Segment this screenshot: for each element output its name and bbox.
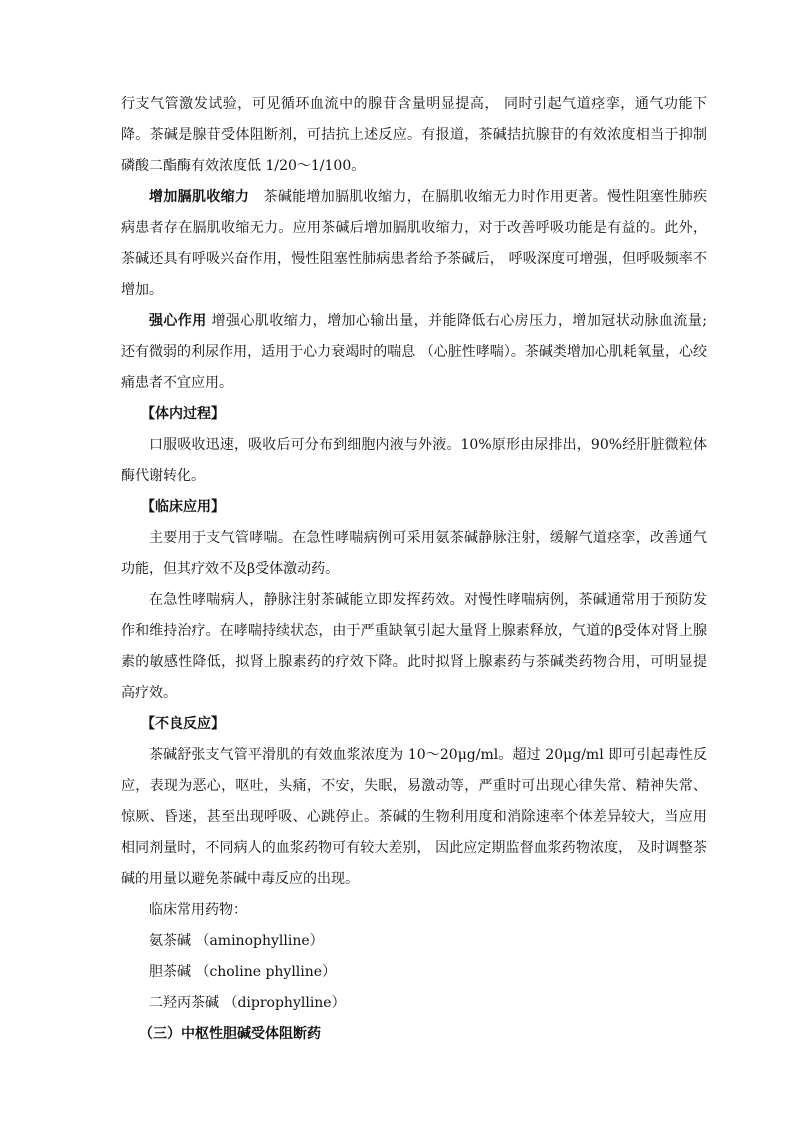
drug-item: 氨茶碱 （aminophylline） bbox=[149, 933, 324, 949]
heading-clinical-use: 【临床应用】 bbox=[141, 499, 225, 515]
paragraph-clinical-2: 在急性哮喘病人，静脉注射茶碱能立即发挥药效。对慢性哮喘病例，茶碱通常用于预防发作和维持治疗。在哮喘持续状态，由于严重缺氧引起大量肾上腺素释放，气道的β受体对肾上腺素的敏感性降低，拟肾上腺素药的疗效下降。此时拟肾上腺素药与茶碱类药物合用，可明显提高疗效。 bbox=[121, 592, 707, 701]
drug-item: 胆茶碱 （choline phylline） bbox=[149, 964, 337, 980]
paragraph-clinical-1: 主要用于支气管哮喘。在急性哮喘病例可采用氨茶碱静脉注射，缓解气道痉挛，改善通气功能，但其疗效不及β受体激动药。 bbox=[121, 530, 707, 577]
heading-section-3: （三）中枢性胆碱受体阻断药 bbox=[139, 1026, 321, 1042]
document-page bbox=[121, 89, 707, 1050]
paragraph-adenosine: 行支气管激发试验，可见循环血流中的腺苷含量明显提高， 同时引起气道痉挛，通气功能下降。茶碱是腺苷受体阻断剂，可拮抗上述反应。有报道，茶碱拮抗腺苷的有效浓度相当于抑制磷酸二酯酶有效浓度低 1/20～1/100。 bbox=[121, 96, 707, 174]
paragraph-adverse: 茶碱舒张支气管平滑肌的有效血浆浓度为 10～20μg/ml。超过 20μg/ml 即可引起毒性反应，表现为恶心，呕吐，头痛，不安，失眠，易激动等，严重时可出现心律失常、精神失常、惊厥、昏迷，甚至出现呼吸、心跳停止。茶碱的生物利用度和消除速率个体差异较大，当应用相同剂量时，不同病人的血浆药物可有较大差别， 因此应定期监督血浆药物浓度， 及时调整茶碱的用量以避免茶碱中毒反应的出现。 bbox=[121, 747, 707, 887]
term-cardiac: 强心作用 bbox=[149, 313, 207, 329]
paragraph-text: 增强心肌收缩力，增加心输出量，并能降低右心房压力，增加冠状动脉血流量; 还有微弱的利尿作用，适用于心力衰竭时的喘息 （心脏性哮喘）。茶碱类增加心肌耗氧量，心绞痛患者不宜应用。 bbox=[121, 313, 708, 391]
paragraph-cardiac bbox=[121, 306, 707, 399]
paragraph-pharmacokinetics: 口服吸收迅速，吸收后可分布到细胞内液与外液。10%原形由尿排出，90%经肝脏微粒体酶代谢转化。 bbox=[121, 437, 707, 484]
paragraph-diaphragm bbox=[121, 182, 707, 306]
paragraph-common-drugs: 临床常用药物： bbox=[149, 902, 247, 918]
drug-item: 二羟丙茶碱 （diprophylline） bbox=[149, 995, 346, 1011]
heading-pharmacokinetics: 【体内过程】 bbox=[141, 406, 225, 422]
term-diaphragm: 增加膈肌收缩力 bbox=[149, 189, 250, 205]
heading-adverse-reactions: 【不良反应】 bbox=[141, 716, 225, 732]
paragraph-text: 茶碱能增加膈肌收缩力，在膈肌收缩无力时作用更著。慢性阻塞性肺疾病患者存在膈肌收缩无力。应用茶碱后增加膈肌收缩力，对于改善呼吸功能是有益的。此外，茶碱还具有呼吸兴奋作用，慢性阻塞性肺病患者给予茶碱后， 呼吸深度可增强，但呼吸频率不增加。 bbox=[121, 189, 708, 298]
